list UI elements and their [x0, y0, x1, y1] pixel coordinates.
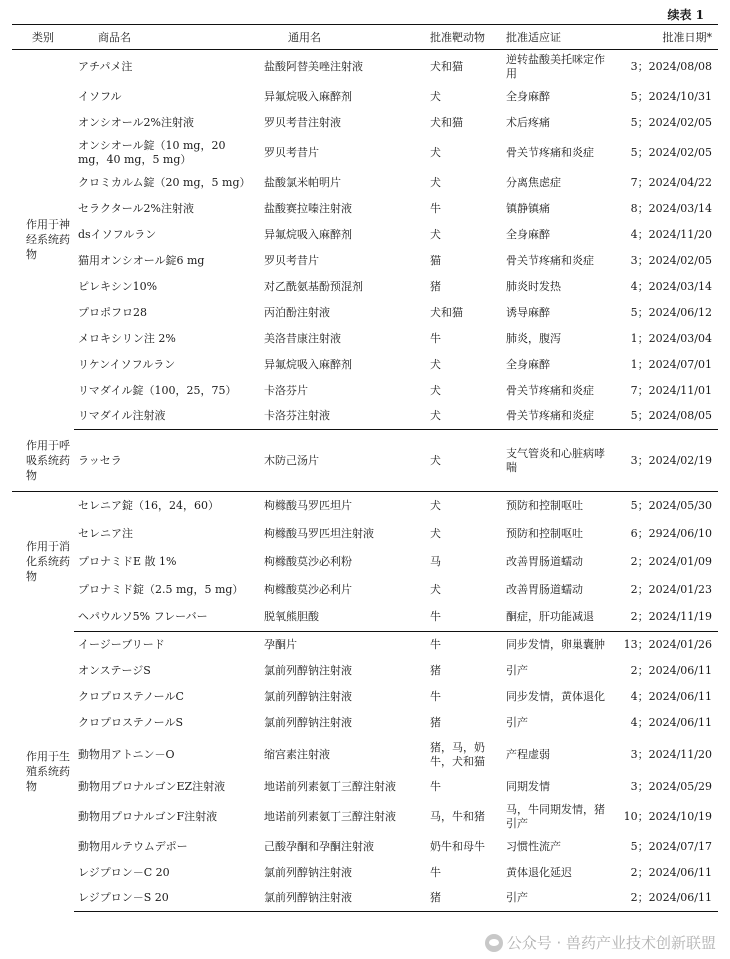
generic-name-cell: 枸橼酸莫沙必利粉	[264, 554, 352, 568]
trade-name-cell: リケンイソフルラン	[78, 357, 176, 371]
indication-cell: 改善胃肠道蠕动	[506, 582, 583, 596]
group-section	[12, 430, 718, 492]
target-animal-cell: 猪	[430, 715, 441, 729]
table-row	[12, 352, 718, 378]
trade-name-cell: ラッセラ	[74, 430, 260, 492]
approval-date-cell: 5；2024/08/05	[618, 404, 718, 430]
trade-name-cell: 動物用プロナルゴンEZ注射液	[78, 779, 226, 793]
trade-name-cell: 猫用オンシオール錠6 mg	[78, 253, 205, 267]
indication-cell: 预防和控制呕吐	[506, 526, 583, 540]
approval-date-cell: 6；2924/06/10	[630, 526, 712, 540]
generic-name-cell: 盐酸赛拉嗪注射液	[264, 201, 352, 215]
table-row	[12, 658, 718, 684]
target-animal-cell: 犬	[430, 582, 441, 596]
target-animal-cell: 牛	[430, 865, 441, 879]
indication-cell: 骨关节疼痛和炎症	[502, 404, 618, 430]
target-animal-cell: 犬和猫	[430, 59, 463, 73]
indication-cell: 同步发情，卵巢囊肿	[506, 637, 605, 651]
table-row	[12, 170, 718, 196]
table-row	[12, 576, 718, 604]
generic-name-cell: 地诺前列素氨丁三醇注射液	[264, 809, 396, 823]
generic-name-cell: 枸橼酸马罗匹坦片	[264, 498, 352, 512]
table-row	[12, 492, 718, 520]
indication-cell: 引产	[506, 663, 528, 677]
generic-name-cell: 脱氧熊胆酸	[260, 604, 426, 632]
approval-date-cell: 7；2024/11/01	[630, 383, 712, 397]
table-row	[12, 548, 718, 576]
generic-name-cell: 盐酸阿替美唑注射液	[264, 59, 363, 73]
generic-name-cell: 异氟烷吸入麻醉剂	[264, 89, 352, 103]
indication-cell: 术后疼痛	[506, 115, 550, 129]
table-row	[12, 136, 718, 170]
trade-name-cell: リマダイル錠（100，25，75）	[78, 383, 237, 397]
approval-date-cell: 3；2024/02/19	[618, 430, 718, 492]
generic-name-cell: 丙泊酚注射液	[264, 305, 330, 319]
trade-name-cell: クロミカルム錠（20 mg，5 mg）	[78, 175, 251, 189]
generic-name-cell: 罗贝考昔片	[264, 145, 319, 159]
indication-cell: 诱导麻醉	[506, 305, 550, 319]
approval-date-cell: 5；2024/06/12	[630, 305, 712, 319]
trade-name-cell: クロプロステノールC	[78, 689, 184, 703]
approval-date-cell: 5；2024/05/30	[630, 498, 712, 512]
table-row	[12, 378, 718, 404]
indication-cell: 逆转盐酸美托咪定作用	[506, 52, 605, 80]
group-section	[12, 492, 718, 632]
target-animal-cell: 犬	[430, 175, 441, 189]
indication-cell: 同步发情，黄体退化	[506, 689, 605, 703]
target-animal-cell: 犬	[430, 357, 441, 371]
approval-date-cell: 1；2024/03/04	[630, 331, 712, 345]
generic-name-cell: 己酸孕酮和孕酮注射液	[264, 839, 374, 853]
group-section	[12, 50, 718, 430]
header-generic-name: 通用名	[260, 25, 426, 50]
approval-date-cell: 3；2024/05/29	[630, 779, 712, 793]
trade-name-cell: ヘパウルソ5% フレーバー	[74, 604, 260, 632]
target-animal-cell: 犬	[430, 227, 441, 241]
trade-name-cell: イソフル	[78, 89, 122, 103]
indication-cell: 镇静镇痛	[506, 201, 550, 215]
trade-name-cell: セラクタール2%注射液	[78, 201, 195, 215]
indication-cell: 酮症，肝功能减退	[502, 604, 618, 632]
indication-cell: 产程虚弱	[506, 747, 550, 761]
table-row	[12, 710, 718, 736]
table-row	[12, 84, 718, 110]
target-animal-cell: 奶牛和母牛	[430, 839, 485, 853]
header-category: 类别	[12, 25, 74, 50]
generic-name-cell: 枸橼酸马罗匹坦注射液	[264, 526, 374, 540]
target-animal-cell: 牛	[430, 331, 441, 345]
indication-cell: 预防和控制呕吐	[506, 498, 583, 512]
target-animal-cell: 犬	[430, 89, 441, 103]
table-row	[12, 800, 718, 834]
approval-date-cell: 7；2024/04/22	[630, 175, 712, 189]
header-date: 批准日期*	[618, 25, 718, 50]
trade-name-cell: アチパメ注	[78, 59, 133, 73]
target-animal-cell: 牛	[430, 779, 441, 793]
generic-name-cell: 木防己汤片	[260, 430, 426, 492]
indication-cell: 引产	[502, 886, 618, 912]
approval-date-cell: 1；2024/07/01	[630, 357, 712, 371]
trade-name-cell: クロプロステノールS	[78, 715, 183, 729]
approval-date-cell: 4；2024/03/14	[630, 279, 712, 293]
approval-date-cell: 5；2024/02/05	[630, 145, 712, 159]
category-cell: 作用于消化系统药物	[26, 540, 70, 584]
approval-date-cell: 8；2024/03/14	[630, 201, 712, 215]
target-animal-cell: 牛	[430, 637, 441, 651]
trade-name-cell: オンステージS	[78, 663, 151, 677]
header-indication: 批准适应证	[502, 25, 618, 50]
trade-name-cell: セレニア注	[78, 526, 133, 540]
trade-name-cell: メロキシリン注 2%	[78, 331, 176, 345]
target-animal-cell: 犬和猫	[430, 115, 463, 129]
table-row	[12, 404, 718, 430]
category-cell: 作用于神经系统药物	[26, 218, 70, 262]
indication-cell: 马，牛同期发情，猪引产	[506, 802, 605, 830]
approval-date-cell: 2；2024/11/19	[618, 604, 718, 632]
approval-date-cell: 4；2024/11/20	[630, 227, 712, 241]
target-animal-cell: 猪，马，奶牛，犬和猫	[430, 740, 485, 768]
target-animal-cell: 犬	[430, 498, 441, 512]
table-row	[12, 196, 718, 222]
indication-cell: 引产	[506, 715, 528, 729]
generic-name-cell: 缩宫素注射液	[264, 747, 330, 761]
trade-name-cell: オンシオール2%注射液	[78, 115, 194, 129]
table-row	[12, 520, 718, 548]
target-animal-cell: 犬	[430, 383, 441, 397]
target-animal-cell: 犬	[426, 430, 502, 492]
table-row	[12, 774, 718, 800]
approval-date-cell: 4；2024/06/11	[630, 715, 712, 729]
target-animal-cell: 犬	[430, 526, 441, 540]
group-section	[12, 632, 718, 912]
indication-cell: 骨关节疼痛和炎症	[506, 253, 594, 267]
indication-cell: 分离焦虑症	[506, 175, 561, 189]
generic-name-cell: 罗贝考昔注射液	[264, 115, 341, 129]
generic-name-cell: 枸橼酸莫沙必利片	[264, 582, 352, 596]
generic-name-cell: 氯前列醇钠注射液	[264, 663, 352, 677]
trade-name-cell: dsイソフルラン	[78, 227, 157, 241]
generic-name-cell: 罗贝考昔片	[264, 253, 319, 267]
target-animal-cell: 牛	[430, 689, 441, 703]
approval-date-cell: 2；2024/01/09	[630, 554, 712, 568]
approval-date-cell: 2；2024/06/11	[630, 865, 712, 879]
target-animal-cell: 犬	[430, 145, 441, 159]
trade-name-cell: オンシオール錠（10 mg，20 mg，40 mg，5 mg）	[78, 138, 226, 166]
approval-date-cell: 13；2024/01/26	[623, 637, 712, 651]
indication-cell: 全身麻醉	[506, 89, 550, 103]
table-row	[12, 632, 718, 658]
target-animal-cell: 马	[430, 554, 441, 568]
table-row	[12, 300, 718, 326]
indication-cell: 习惯性流产	[506, 839, 561, 853]
table-row	[12, 430, 718, 492]
target-animal-cell: 牛	[426, 604, 502, 632]
trade-name-cell: 動物用アトニン－O	[78, 747, 175, 761]
approval-date-cell: 5；2024/07/17	[630, 839, 712, 853]
generic-name-cell: 地诺前列素氨丁三醇注射液	[264, 779, 396, 793]
generic-name-cell: 孕酮片	[264, 637, 297, 651]
generic-name-cell: 盐酸氯米帕明片	[264, 175, 341, 189]
table-row	[12, 860, 718, 886]
generic-name-cell: 异氟烷吸入麻醉剂	[264, 227, 352, 241]
generic-name-cell: 卡洛芬片	[264, 383, 308, 397]
indication-cell: 肺炎，腹泻	[506, 331, 561, 345]
trade-name-cell: 動物用ルテウムデポー	[78, 839, 188, 853]
header-target-animal: 批准靶动物	[426, 25, 502, 50]
trade-name-cell: リマダイル注射液	[74, 404, 260, 430]
trade-name-cell: レジプロン－C 20	[78, 865, 170, 879]
approval-date-cell: 3；2024/08/08	[630, 59, 712, 73]
indication-cell: 黄体退化延迟	[506, 865, 572, 879]
table-row	[12, 50, 718, 84]
header-row	[12, 25, 718, 50]
generic-name-cell: 卡洛芬注射液	[260, 404, 426, 430]
table-row	[12, 886, 718, 912]
trade-name-cell: 動物用プロナルゴンF注射液	[78, 809, 218, 823]
indication-cell: 改善胃肠道蠕动	[506, 554, 583, 568]
approval-date-cell: 10；2024/10/19	[623, 809, 712, 823]
continued-label: 续表 1	[667, 8, 704, 22]
approval-date-cell: 2；2024/06/11	[618, 886, 718, 912]
generic-name-cell: 氯前列醇钠注射液	[264, 689, 352, 703]
table-row	[12, 684, 718, 710]
category-cell: 作用于呼吸系统药物	[12, 430, 74, 492]
table-row	[12, 834, 718, 860]
approval-date-cell: 3；2024/11/20	[630, 747, 712, 761]
target-animal-cell: 猪	[430, 279, 441, 293]
generic-name-cell: 异氟烷吸入麻醉剂	[264, 357, 352, 371]
trade-name-cell: レジプロン－S 20	[74, 886, 260, 912]
indication-cell: 肺炎时发热	[506, 279, 561, 293]
indication-cell: 全身麻醉	[506, 227, 550, 241]
indication-cell: 支气管炎和心脏病哮喘	[502, 430, 618, 492]
header-trade-name: 商品名	[74, 25, 260, 50]
generic-name-cell: 对乙酰氨基酚预混剂	[264, 279, 363, 293]
table-row	[12, 604, 718, 632]
approval-date-cell: 2；2024/01/23	[630, 582, 712, 596]
trade-name-cell: プロナミド錠（2.5 mg，5 mg）	[78, 582, 244, 596]
trade-name-cell: プロナミドE 散 1%	[78, 554, 177, 568]
table-row	[12, 274, 718, 300]
generic-name-cell: 氯前列醇钠注射液	[264, 715, 352, 729]
trade-name-cell: セレニア錠（16，24，60）	[78, 498, 219, 512]
table-row	[12, 110, 718, 136]
target-animal-cell: 猪	[426, 886, 502, 912]
approval-date-cell: 5；2024/10/31	[630, 89, 712, 103]
trade-name-cell: イージーブリード	[78, 637, 165, 651]
target-animal-cell: 牛	[430, 201, 441, 215]
approval-date-cell: 5；2024/02/05	[630, 115, 712, 129]
table-row	[12, 222, 718, 248]
approval-date-cell: 4；2024/06/11	[630, 689, 712, 703]
target-animal-cell: 马，牛和猪	[430, 809, 485, 823]
table-row	[12, 326, 718, 352]
indication-cell: 骨关节疼痛和炎症	[506, 145, 594, 159]
indication-cell: 骨关节疼痛和炎症	[506, 383, 594, 397]
trade-name-cell: ピレキシン10%	[78, 279, 158, 293]
approval-date-cell: 2；2024/06/11	[630, 663, 712, 677]
target-animal-cell: 猫	[430, 253, 441, 267]
category-cell: 作用于生殖系统药物	[26, 750, 70, 793]
watermark-text: 公众号 · 兽药产业技术创新联盟	[506, 934, 716, 952]
generic-name-cell: 氯前列醇钠注射液	[264, 865, 352, 879]
table-row	[12, 248, 718, 274]
target-animal-cell: 猪	[430, 663, 441, 677]
watermark	[485, 932, 716, 953]
indication-cell: 同期发情	[506, 779, 550, 793]
indication-cell: 全身麻醉	[506, 357, 550, 371]
trade-name-cell: プロポフロ28	[78, 305, 147, 319]
approval-date-cell: 3；2024/02/05	[630, 253, 712, 267]
generic-name-cell: 氯前列醇钠注射液	[260, 886, 426, 912]
approval-table	[12, 24, 718, 912]
target-animal-cell: 犬和猫	[430, 305, 463, 319]
generic-name-cell: 美洛昔康注射液	[264, 331, 341, 345]
table-row	[12, 736, 718, 774]
wechat-icon	[485, 934, 503, 952]
target-animal-cell: 犬	[426, 404, 502, 430]
